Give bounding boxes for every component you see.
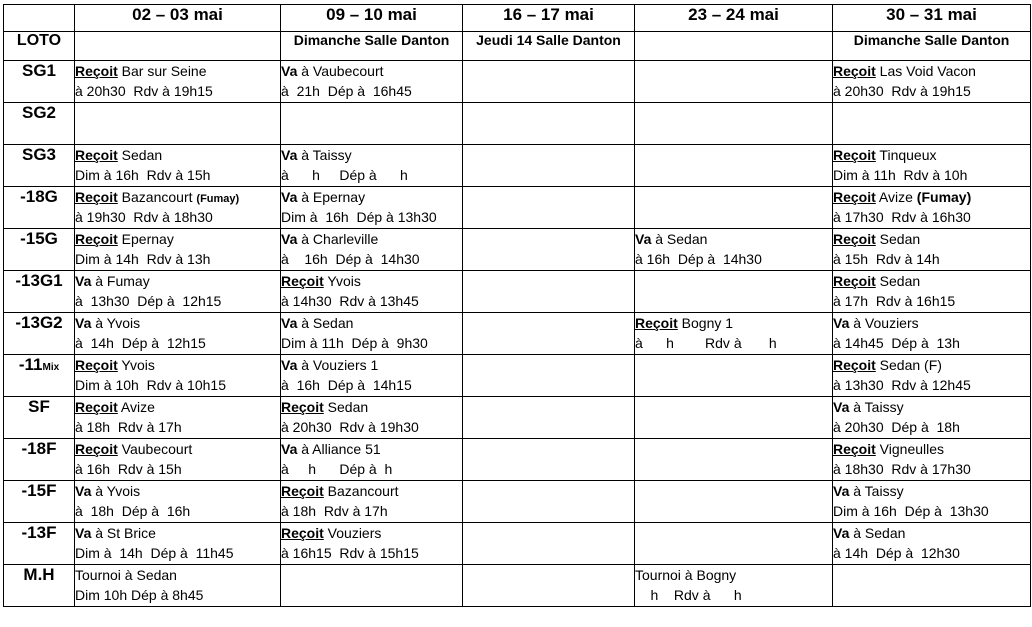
match-cell	[75, 439, 281, 481]
match-line-1	[833, 481, 1030, 501]
match-cell	[75, 145, 281, 187]
match-cell	[463, 439, 635, 481]
home-keyword: Reçoit	[833, 231, 876, 247]
match-cell	[635, 481, 833, 523]
match-cell	[833, 187, 1031, 229]
team-label-text: SF	[28, 397, 50, 416]
match-cell	[463, 229, 635, 271]
team-label-text: -15G	[20, 229, 58, 248]
match-cell	[833, 397, 1031, 439]
home-keyword: Reçoit	[75, 399, 118, 415]
schedule-table	[3, 4, 1031, 607]
match-time-line: à 16h Dép à 14h15	[281, 377, 412, 393]
opponent-name: Bazancourt	[117, 189, 197, 205]
match-cell	[635, 523, 833, 565]
team-row	[4, 103, 1031, 145]
match-time-line: à 14h Dép à 12h15	[75, 335, 206, 351]
match-cell	[833, 145, 1031, 187]
date-header: 09 – 10 mai	[281, 5, 463, 32]
home-keyword: Reçoit	[833, 441, 876, 457]
match-time-line: à 17h Rdv à 16h15	[833, 293, 956, 309]
match-line-1	[635, 565, 832, 585]
match-cell	[75, 61, 281, 103]
opponent-name: à Fumay	[91, 273, 150, 289]
home-keyword: Reçoit	[75, 441, 118, 457]
schedule-body	[4, 61, 1031, 607]
opponent-name: Tournoi à Bogny	[635, 567, 737, 583]
home-keyword: Reçoit	[281, 273, 324, 289]
match-time-line: à h Dép à h	[281, 167, 408, 183]
match-time-line: Dim à 16h Dép à 13h30	[281, 209, 437, 225]
team-label-text: -13F	[21, 523, 57, 542]
match-cell	[463, 187, 635, 229]
match-time-line: à 18h Rdv à 17h	[281, 503, 388, 519]
opponent-name: Yvois	[117, 357, 155, 373]
team-row	[4, 229, 1031, 271]
match-cell	[635, 145, 833, 187]
loto-cell	[635, 32, 833, 61]
away-keyword: Va	[833, 315, 850, 331]
opponent-name: Bogny 1	[677, 315, 734, 331]
away-keyword: Va	[281, 147, 298, 163]
match-time-line: Dim à 16h Rdv à 15h	[75, 167, 211, 183]
match-cell	[75, 103, 281, 145]
opponent-name: Bazancourt	[323, 483, 399, 499]
match-line-1	[75, 523, 280, 543]
match-cell	[281, 397, 463, 439]
match-line-1	[833, 61, 1030, 81]
away-keyword: Va	[281, 357, 298, 373]
match-line-1	[75, 271, 280, 291]
home-keyword: Reçoit	[281, 399, 324, 415]
match-line-1	[281, 271, 462, 291]
match-cell	[833, 229, 1031, 271]
opponent-name: Bar sur Seine	[117, 63, 207, 79]
match-cell	[463, 313, 635, 355]
opponent-name: à Alliance 51	[297, 441, 381, 457]
loto-cell: Dimanche Salle Danton	[281, 32, 463, 61]
team-label-text: -18G	[20, 187, 58, 206]
team-label	[4, 61, 75, 103]
match-cell	[75, 271, 281, 313]
away-keyword: Va	[833, 525, 850, 541]
opponent-name: Yvois	[323, 273, 361, 289]
team-label	[4, 271, 75, 313]
team-row	[4, 355, 1031, 397]
match-cell	[635, 313, 833, 355]
match-line-1	[281, 439, 462, 459]
opponent-name: Tinqueux	[875, 147, 937, 163]
match-cell	[833, 355, 1031, 397]
opponent-name: à Epernay	[297, 189, 366, 205]
match-time-line: Dim à 11h Dép à 9h30	[281, 335, 428, 351]
team-label-suffix: Mix	[42, 362, 60, 373]
opponent-name: à Yvois	[91, 315, 141, 331]
away-keyword: Va	[75, 525, 92, 541]
match-line-1	[833, 145, 1030, 165]
loto-cell	[75, 32, 281, 61]
home-keyword: Reçoit	[833, 273, 876, 289]
match-line-1	[75, 481, 280, 501]
home-keyword: Reçoit	[833, 357, 876, 373]
match-time-line: à 14h30 Rdv à 13h45	[281, 293, 419, 309]
match-line-1	[75, 397, 280, 417]
home-keyword: Reçoit	[833, 147, 876, 163]
match-time-line: Dim à 14h Rdv à 13h	[75, 251, 211, 267]
match-time-line: Dim à 16h Dép à 13h30	[833, 503, 989, 519]
opponent-name: à Sedan	[297, 315, 354, 331]
match-line-1	[281, 313, 462, 333]
match-cell	[75, 355, 281, 397]
opponent-name: Epernay	[117, 231, 174, 247]
opponent-name: à Sedan	[849, 525, 906, 541]
match-time-line: à h Rdv à h	[635, 335, 777, 351]
home-keyword: Reçoit	[75, 231, 118, 247]
match-cell	[463, 523, 635, 565]
match-cell	[463, 565, 635, 607]
team-row	[4, 481, 1031, 523]
match-time-line: à 17h30 Rdv à 16h30	[833, 209, 971, 225]
home-keyword: Reçoit	[635, 315, 678, 331]
match-line-1	[635, 313, 832, 333]
match-cell	[281, 61, 463, 103]
team-label-text: -15F	[21, 481, 57, 500]
opponent-name: à Taissy	[849, 399, 904, 415]
match-cell	[281, 313, 463, 355]
match-line-1	[281, 229, 462, 249]
match-cell	[833, 271, 1031, 313]
team-row	[4, 187, 1031, 229]
home-keyword: Reçoit	[75, 357, 118, 373]
match-time-line: à 16h Dép à 14h30	[281, 251, 420, 267]
match-time-line: à 20h30 Rdv à 19h15	[833, 83, 971, 99]
away-keyword: Va	[281, 441, 298, 457]
date-header: 02 – 03 mai	[75, 5, 281, 32]
match-cell	[635, 439, 833, 481]
match-cell	[75, 565, 281, 607]
match-cell	[635, 229, 833, 271]
match-time-line: à 14h Dép à 12h30	[833, 545, 960, 561]
match-cell	[281, 103, 463, 145]
match-line-1	[75, 313, 280, 333]
home-keyword: Reçoit	[833, 63, 876, 79]
match-line-1	[833, 271, 1030, 291]
home-keyword: Reçoit	[75, 189, 118, 205]
team-row	[4, 313, 1031, 355]
away-keyword: Va	[833, 483, 850, 499]
home-keyword: Reçoit	[75, 63, 118, 79]
match-line-1	[75, 61, 280, 81]
date-header: 30 – 31 mai	[833, 5, 1031, 32]
opponent-name: à Taissy	[297, 147, 352, 163]
opponent-name: à Vouziers 1	[297, 357, 379, 373]
match-cell	[463, 481, 635, 523]
away-keyword: Va	[75, 273, 92, 289]
match-line-1	[75, 355, 280, 375]
match-cell	[281, 145, 463, 187]
opponent-name: à Yvois	[91, 483, 141, 499]
opponent-name: à Taissy	[849, 483, 904, 499]
opponent-name: Avize	[875, 189, 917, 205]
away-keyword: Va	[281, 63, 298, 79]
match-cell	[75, 523, 281, 565]
match-cell	[463, 61, 635, 103]
team-label	[4, 481, 75, 523]
match-line-1	[281, 187, 462, 207]
match-cell	[833, 313, 1031, 355]
match-time-line: h Rdv à h	[635, 587, 742, 603]
match-cell	[635, 397, 833, 439]
match-cell	[281, 523, 463, 565]
team-label-text: SG2	[21, 103, 57, 122]
team-row	[4, 523, 1031, 565]
team-row	[4, 439, 1031, 481]
away-keyword: Va	[833, 399, 850, 415]
opponent-name: Sedan	[117, 147, 163, 163]
team-label-text: -13G1	[15, 271, 63, 290]
match-time-line: à 15h Rdv à 14h	[833, 251, 940, 267]
match-time-line: à h Dép à h	[281, 461, 393, 477]
away-keyword: Va	[75, 315, 92, 331]
opponent-name: Las Void Vacon	[875, 63, 976, 79]
date-header: 23 – 24 mai	[635, 5, 833, 32]
match-cell	[281, 481, 463, 523]
match-line-1	[281, 145, 462, 165]
match-time-line: à 20h30 Dép à 18h	[833, 419, 960, 435]
team-label	[4, 313, 75, 355]
team-label-text: -13G2	[15, 313, 63, 332]
team-label-text: -11	[18, 355, 43, 374]
team-row	[4, 565, 1031, 607]
loto-row	[4, 32, 1031, 61]
team-label	[4, 565, 75, 607]
team-label	[4, 103, 75, 145]
match-time-line: à 13h30 Dép à 12h15	[75, 293, 222, 309]
match-time-line: à 20h30 Rdv à 19h30	[281, 419, 419, 435]
opponent-name: Sedan	[875, 231, 921, 247]
home-keyword: Reçoit	[75, 147, 118, 163]
match-line-1	[833, 229, 1030, 249]
corner-cell	[4, 5, 75, 32]
match-time-line: à 13h30 Rdv à 12h45	[833, 377, 971, 393]
team-label-text: M.H	[23, 565, 55, 584]
match-line-1	[75, 229, 280, 249]
match-cell	[463, 397, 635, 439]
match-cell	[75, 229, 281, 271]
opponent-name: Sedan (F)	[875, 357, 942, 373]
match-line-1	[75, 439, 280, 459]
match-cell	[635, 61, 833, 103]
team-label-text: SG3	[21, 145, 57, 164]
match-line-1	[833, 187, 1030, 207]
home-keyword: Reçoit	[833, 189, 876, 205]
opponent-name: Vaubecourt	[117, 441, 193, 457]
team-label	[4, 355, 75, 397]
match-line-1	[833, 439, 1030, 459]
match-cell	[463, 355, 635, 397]
match-cell	[635, 565, 833, 607]
match-line-1	[75, 187, 280, 207]
match-cell	[463, 103, 635, 145]
match-time-line: à 18h Dép à 16h	[75, 503, 191, 519]
match-line-1	[75, 145, 280, 165]
opponent-name: à Charleville	[297, 231, 379, 247]
opponent-name: à St Brice	[91, 525, 156, 541]
match-cell	[75, 187, 281, 229]
match-line-1	[281, 355, 462, 375]
match-line-1	[75, 565, 280, 585]
match-cell	[281, 355, 463, 397]
match-cell	[75, 313, 281, 355]
match-cell	[833, 61, 1031, 103]
match-cell	[463, 145, 635, 187]
away-keyword: Va	[281, 189, 298, 205]
match-time-line: à 19h30 Rdv à 18h30	[75, 209, 213, 225]
loto-label: LOTO	[4, 32, 75, 61]
match-time-line: à 16h15 Rdv à 15h15	[281, 545, 419, 561]
team-label	[4, 397, 75, 439]
match-line-1	[833, 523, 1030, 543]
match-cell	[281, 187, 463, 229]
team-label-text: SG1	[21, 61, 57, 80]
match-cell	[75, 397, 281, 439]
match-cell	[281, 271, 463, 313]
match-cell	[833, 103, 1031, 145]
away-keyword: Va	[281, 315, 298, 331]
match-cell	[833, 481, 1031, 523]
match-cell	[75, 481, 281, 523]
home-keyword: Reçoit	[281, 525, 324, 541]
match-time-line: Dim à 10h Rdv à 10h15	[75, 377, 226, 393]
date-header-row	[4, 5, 1031, 32]
match-time-line: à 20h30 Rdv à 19h15	[75, 83, 213, 99]
opponent-name: à Sedan	[651, 231, 708, 247]
team-label	[4, 145, 75, 187]
date-header: 16 – 17 mai	[463, 5, 635, 32]
match-line-1	[281, 481, 462, 501]
match-line-1	[281, 61, 462, 81]
match-line-1	[833, 313, 1030, 333]
opponent-name: Vigneulles	[875, 441, 945, 457]
home-keyword: Reçoit	[281, 483, 324, 499]
match-time-line: à 16h Dép à 14h30	[635, 251, 762, 267]
match-line-1	[281, 397, 462, 417]
match-time-line: Dim 10h Dép à 8h45	[75, 587, 204, 603]
opponent-name: à Vouziers	[849, 315, 919, 331]
match-cell	[463, 271, 635, 313]
opponent-name: Tournoi à Sedan	[75, 567, 177, 583]
match-cell	[281, 565, 463, 607]
match-cell	[281, 439, 463, 481]
opponent-name: Sedan	[323, 399, 369, 415]
match-cell	[833, 565, 1031, 607]
match-line-1	[833, 355, 1030, 375]
team-label	[4, 439, 75, 481]
match-cell	[635, 187, 833, 229]
team-row	[4, 61, 1031, 103]
match-time-line: à 18h30 Rdv à 17h30	[833, 461, 971, 477]
opponent-name: à Vaubecourt	[297, 63, 384, 79]
match-cell	[635, 103, 833, 145]
away-keyword: Va	[635, 231, 652, 247]
match-line-1	[635, 229, 832, 249]
match-cell	[833, 439, 1031, 481]
away-keyword: Va	[281, 231, 298, 247]
team-label	[4, 229, 75, 271]
team-row	[4, 145, 1031, 187]
match-cell	[635, 355, 833, 397]
match-time-line: à 18h Rdv à 17h	[75, 419, 182, 435]
team-row	[4, 397, 1031, 439]
opponent-name: Avize	[117, 399, 155, 415]
loto-cell: Jeudi 14 Salle Danton	[463, 32, 635, 61]
team-label	[4, 187, 75, 229]
match-line-1	[833, 397, 1030, 417]
match-cell	[635, 271, 833, 313]
match-cell	[833, 523, 1031, 565]
team-label-text: -18F	[21, 439, 57, 458]
opponent-name: Sedan	[875, 273, 921, 289]
team-label	[4, 523, 75, 565]
team-row	[4, 271, 1031, 313]
match-time-line: à 21h Dép à 16h45	[281, 83, 412, 99]
venue-note: (Fumay)	[916, 189, 972, 205]
match-time-line: Dim à 14h Dép à 11h45	[75, 545, 234, 561]
away-keyword: Va	[75, 483, 92, 499]
loto-cell: Dimanche Salle Danton	[833, 32, 1031, 61]
match-cell	[281, 229, 463, 271]
match-time-line: à 14h45 Dép à 13h	[833, 335, 960, 351]
opponent-name: Vouziers	[323, 525, 382, 541]
match-time-line: Dim à 11h Rdv à 10h	[833, 167, 968, 183]
venue-note: (Fumay)	[196, 193, 240, 205]
match-line-1	[281, 523, 462, 543]
match-time-line: à 16h Rdv à 15h	[75, 461, 182, 477]
